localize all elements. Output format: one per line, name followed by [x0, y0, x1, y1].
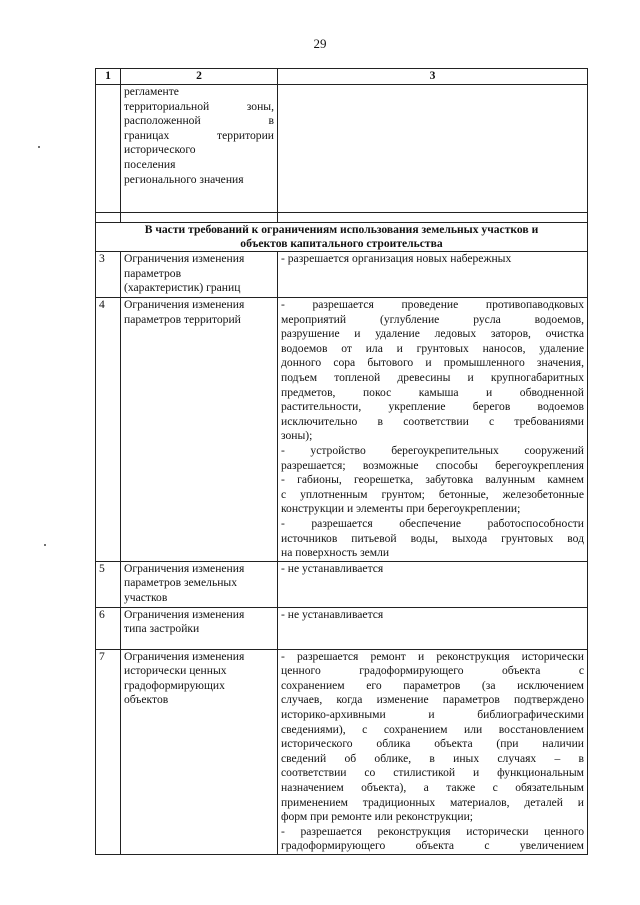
cell-line: на поверхность земли: [281, 546, 390, 560]
scan-speck: [44, 544, 46, 546]
requirements-table: [95, 68, 588, 855]
header-col-1: 1: [96, 69, 121, 85]
cell-line: объектов: [124, 693, 169, 707]
section-title-line: В части требований к ограничениям использования земельных участков и: [144, 223, 539, 236]
row-number-cell: 5: [96, 561, 121, 607]
cell-line: применением традиционных материалов, деталей и: [281, 795, 584, 809]
scan-speck: [38, 146, 40, 148]
cell-line: предметов, покос камыша и обводненной: [281, 385, 584, 399]
cell-line: - разрешается реконструкция исторически ценного: [281, 824, 584, 838]
cell-line: исторического облика объекта (при наличии: [281, 737, 584, 751]
cell-line: - разрешается организация новых набережных: [281, 252, 512, 265]
page-number: 29: [313, 36, 327, 51]
cell-line: сведений об облике, в иных случаях – в: [281, 751, 584, 765]
cell-line: градоформирующих: [124, 678, 225, 692]
row-number-cell: 6: [96, 607, 121, 649]
table-header-row: [96, 69, 588, 85]
row-restriction-cell: [121, 85, 278, 213]
header-col-2: 2: [121, 69, 278, 85]
cell-line: соответствии со стилистикой и функциональным: [281, 766, 584, 780]
section-title: [96, 223, 588, 252]
table-row-spacer: [96, 213, 588, 223]
cell-line: Ограничения изменения: [124, 561, 245, 575]
cell-line: растительности, укрепление берегов водоемов: [281, 400, 584, 414]
cell-line: донного сора бытового и промышленного значения,: [281, 356, 584, 370]
cell-line: источников питьевой воды, выхода грунтовых вод: [281, 531, 584, 545]
cell-line: подъем топленой древесины и крупногабаритных: [281, 370, 584, 384]
cell-line: расположенной в: [124, 114, 274, 128]
row-detail-cell: [278, 649, 588, 854]
cell-line: конструкции и элементы при берегоукреплении;: [281, 502, 521, 516]
cell-line: ценного градоформирующего объекта с: [281, 664, 584, 678]
cell-line: границах территории: [124, 128, 274, 142]
cell-line: поселения: [124, 157, 176, 171]
cell-line: параметров: [124, 266, 182, 280]
row-number-cell: 7: [96, 649, 121, 854]
cell-line: Ограничения изменения: [124, 298, 245, 311]
row-restriction-cell: [121, 298, 278, 562]
cell-line: - устройство берегоукрепительных сооружений: [281, 443, 584, 457]
row-detail-cell: [278, 561, 588, 607]
cell-line: - габионы, георешетка, забутовка валунным камнем: [281, 473, 584, 487]
spacer-cell: [96, 213, 121, 223]
row-restriction-cell: [121, 561, 278, 607]
table-row: [96, 607, 588, 649]
row-detail-cell: [278, 298, 588, 562]
cell-line: зоны);: [281, 429, 313, 443]
cell-line: - разрешается ремонт и реконструкция исторически: [281, 649, 584, 663]
row-number-cell: [96, 85, 121, 213]
row-number-cell: 3: [96, 252, 121, 298]
cell-line: разрешается; возможные способы берегоукрепления: [281, 458, 584, 472]
spacer-cell: [121, 213, 278, 223]
cell-line: - не устанавливается: [281, 561, 384, 575]
cell-line: Ограничения изменения: [124, 607, 245, 621]
cell-line: разрушение и удаление ледовых заторов, очистка: [281, 327, 584, 341]
cell-line: территориальной зоны,: [124, 99, 274, 113]
table-row: [96, 298, 588, 562]
cell-line: исторического: [124, 143, 196, 157]
row-number-cell: 4: [96, 298, 121, 562]
cell-line: градоформирующего объекта с увеличением: [281, 839, 584, 853]
table-row: [96, 561, 588, 607]
cell-line: регламенте: [124, 85, 179, 98]
cell-line: форм при ремонте или реконструкции;: [281, 810, 474, 824]
cell-line: - не устанавливается: [281, 607, 384, 621]
cell-line: - разрешается проведение противопаводковых: [281, 298, 584, 311]
table-row-continued: [96, 85, 588, 213]
cell-line: случаев, когда изменение параметров подтверждено: [281, 693, 584, 707]
cell-line: участков: [124, 590, 168, 604]
cell-line: - разрешается обеспечение работоспособности: [281, 516, 584, 530]
cell-line: с уплотненным грунтом; бетонные, железобетонные: [281, 487, 584, 501]
cell-line: водоемов от ила и грунтовых наносов, удаление: [281, 341, 584, 355]
cell-line: мероприятий (углубление русла водоемов,: [281, 312, 584, 326]
cell-line: типа застройки: [124, 622, 200, 636]
cell-line: параметров земельных: [124, 576, 238, 590]
header-col-3: 3: [278, 69, 588, 85]
cell-line: (характеристик) границ: [124, 281, 241, 295]
cell-line: регионального значения: [124, 172, 244, 186]
table-row: [96, 649, 588, 854]
cell-line: сведениями), с сохранением или восстановлением: [281, 722, 584, 736]
cell-line: Ограничения изменения: [124, 252, 245, 265]
cell-line: параметров территорий: [124, 312, 241, 326]
row-restriction-cell: [121, 649, 278, 854]
cell-line: назначением объекта), а также с обязательным: [281, 781, 584, 795]
cell-line: исключительно в соответствии с требованиями: [281, 414, 584, 428]
table-row: [96, 252, 588, 298]
row-detail-cell: [278, 607, 588, 649]
row-detail-cell: [278, 252, 588, 298]
row-restriction-cell: [121, 607, 278, 649]
row-detail-cell: [278, 85, 588, 213]
spacer-cell: [278, 213, 588, 223]
section-title-line: объектов капитального строительства: [240, 237, 443, 250]
cell-line: сохранением его параметров (за исключением: [281, 678, 584, 692]
section-header-row: [96, 223, 588, 252]
cell-line: исторически ценных: [124, 664, 227, 678]
row-restriction-cell: [121, 252, 278, 298]
cell-line: Ограничения изменения: [124, 649, 245, 663]
cell-line: историко-архивными и библиографическими: [281, 708, 584, 722]
